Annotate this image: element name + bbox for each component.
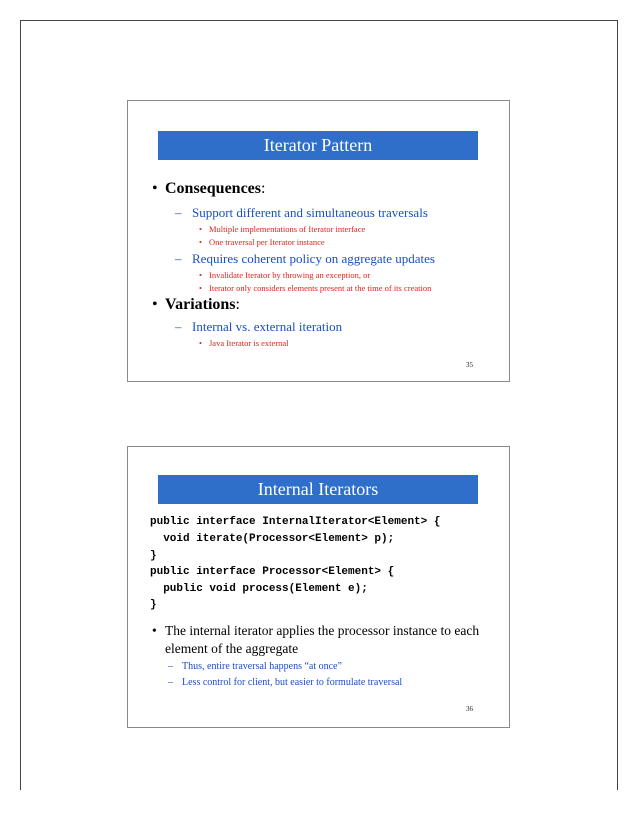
sub-sub-bullet xyxy=(199,283,431,293)
sub-bullet-policy xyxy=(175,251,435,267)
dash-icon: – xyxy=(175,251,182,266)
bullet-dot-icon: • xyxy=(199,338,202,348)
bullet-text-line: The internal iterator applies the processor instance to each xyxy=(165,623,480,638)
sub-bullet-text: Requires coherent policy on aggregate updates xyxy=(192,251,435,266)
sub-bullet xyxy=(168,661,342,672)
variations-label: Variations xyxy=(165,296,236,313)
sub-sub-bullet xyxy=(199,270,370,280)
slide-page-number: 35 xyxy=(466,361,473,369)
code-line: void iterate(Processor<Element> p); xyxy=(150,533,395,545)
bullet-dot-icon: • xyxy=(152,623,157,638)
sub-bullet xyxy=(168,677,402,688)
sub-bullet-text: Support different and simultaneous traversals xyxy=(192,205,428,220)
sub-bullet-text: Less control for client, but easier to formulate traversal xyxy=(182,677,403,688)
code-line: } xyxy=(150,599,157,611)
code-line: public void process(Element e); xyxy=(150,583,368,595)
slide-internal-iterators xyxy=(127,446,510,728)
slide-page-number: 36 xyxy=(466,705,473,713)
slide-iterator-pattern xyxy=(127,100,510,382)
sub-bullet-iteration xyxy=(175,319,342,335)
dash-icon: – xyxy=(168,677,173,688)
bullet-dot-icon: • xyxy=(152,296,158,313)
bullet-description xyxy=(152,623,479,639)
sub-sub-bullet-text: Iterator only considers elements present at the time of its creation xyxy=(209,283,432,293)
code-line: public interface InternalIterator<Element> { xyxy=(150,516,441,528)
code-line: public interface Processor<Element> { xyxy=(150,566,395,578)
dash-icon: – xyxy=(168,661,173,672)
sub-sub-bullet-text: Multiple implementations of Iterator interface xyxy=(209,224,366,234)
bullet-variations xyxy=(152,296,240,314)
sub-bullet-text: Internal vs. external iteration xyxy=(192,319,343,334)
sub-sub-bullet xyxy=(199,338,289,348)
sub-sub-bullet xyxy=(199,224,365,234)
dash-icon: – xyxy=(175,205,182,220)
sub-bullet-traversals xyxy=(175,205,428,221)
bullet-text-line: element of the aggregate xyxy=(165,641,299,656)
bullet-dot-icon: • xyxy=(199,224,202,234)
bullet-dot-icon: • xyxy=(152,180,158,197)
sub-sub-bullet-text: Java Iterator is external xyxy=(209,338,289,348)
bullet-dot-icon: • xyxy=(199,283,202,293)
dash-icon: – xyxy=(175,319,182,334)
slide-title: Internal Iterators xyxy=(158,475,478,504)
code-line: } xyxy=(150,550,157,562)
variations-colon: : xyxy=(235,296,240,313)
sub-sub-bullet xyxy=(199,237,325,247)
bullet-dot-icon: • xyxy=(199,270,202,280)
sub-sub-bullet-text: One traversal per Iterator instance xyxy=(209,237,325,247)
consequences-label: Consequences xyxy=(165,180,262,197)
bullet-consequences xyxy=(152,180,265,198)
consequences-colon: : xyxy=(261,180,266,197)
slide-title: Iterator Pattern xyxy=(158,131,478,160)
sub-sub-bullet-text: Invalidate Iterator by throwing an exception, or xyxy=(209,270,371,280)
bullet-dot-icon: • xyxy=(199,237,202,247)
sub-bullet-text: Thus, entire traversal happens “at once” xyxy=(182,661,342,672)
